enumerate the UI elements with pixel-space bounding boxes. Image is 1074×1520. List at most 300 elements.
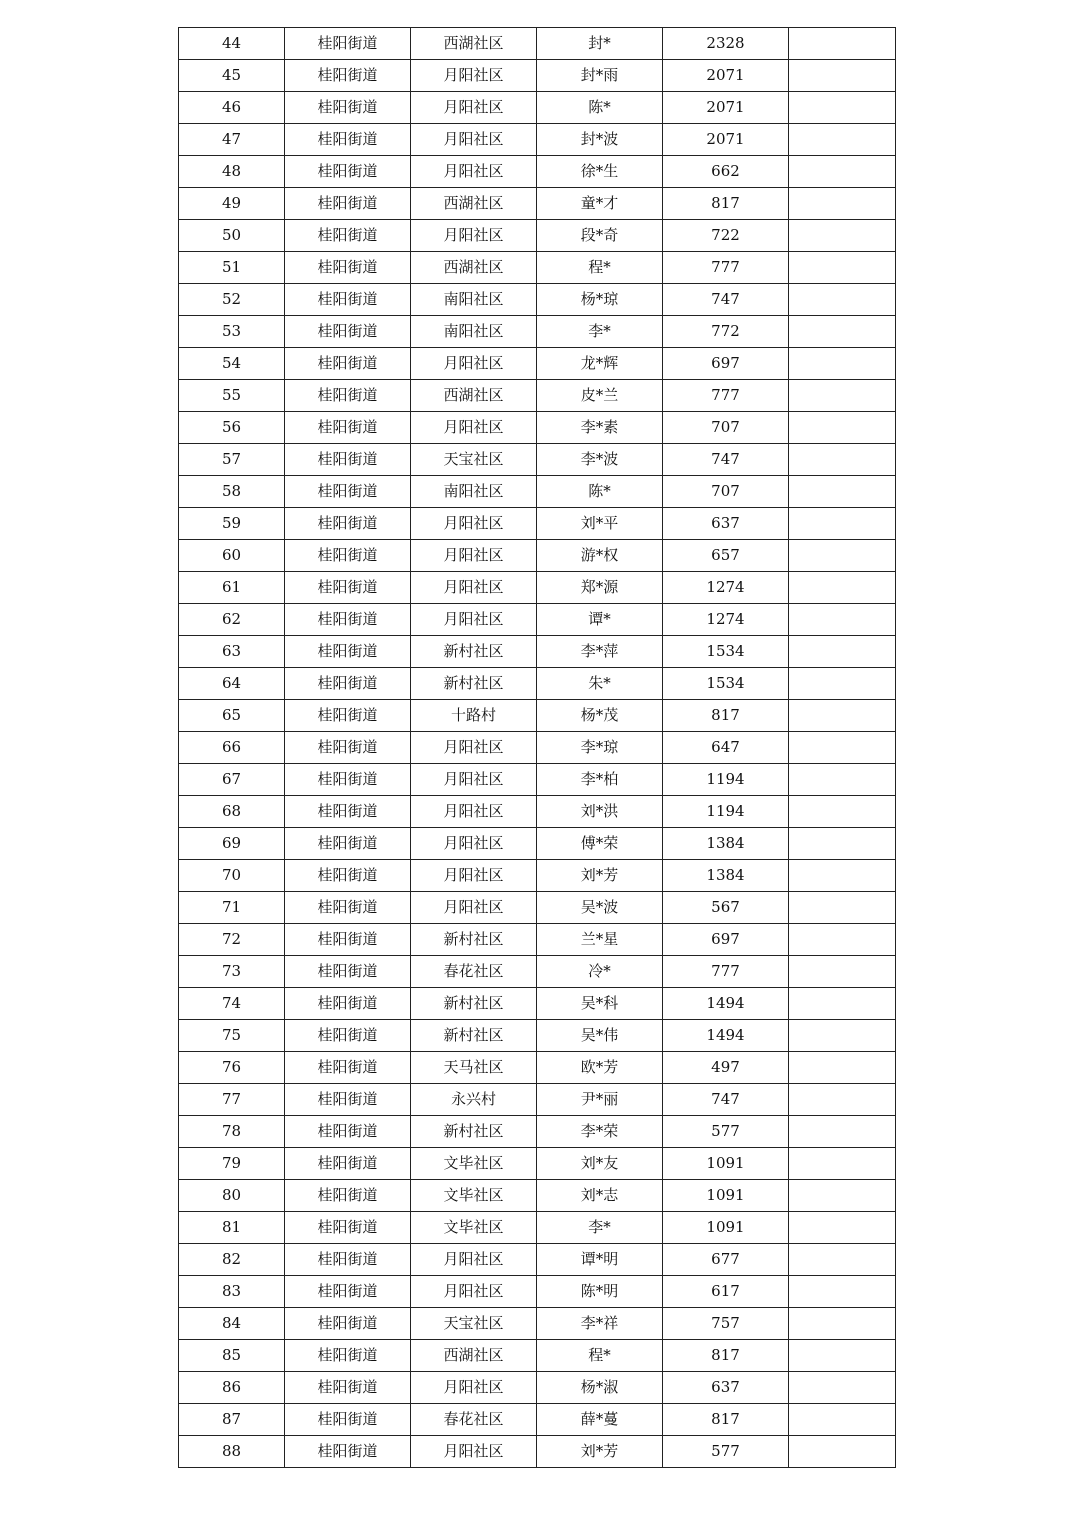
community-cell: 月阳社区 [411,124,537,156]
row-number-cell: 60 [179,540,285,572]
community-cell: 月阳社区 [411,1244,537,1276]
name-cell: 李*波 [537,444,663,476]
amount-cell: 497 [663,1052,789,1084]
row-number-cell: 58 [179,476,285,508]
community-cell: 月阳社区 [411,796,537,828]
name-cell: 兰*星 [537,924,663,956]
name-cell: 刘*芳 [537,1436,663,1468]
street-cell: 桂阳街道 [285,1404,411,1436]
name-cell: 李*琼 [537,732,663,764]
amount-cell: 1194 [663,796,789,828]
street-cell: 桂阳街道 [285,892,411,924]
note-cell [789,188,896,220]
street-cell: 桂阳街道 [285,604,411,636]
row-number-cell: 69 [179,828,285,860]
name-cell: 李* [537,316,663,348]
table-row [179,540,896,572]
row-number-cell: 83 [179,1276,285,1308]
community-cell: 天宝社区 [411,444,537,476]
note-cell [789,124,896,156]
row-number-cell: 73 [179,956,285,988]
street-cell: 桂阳街道 [285,732,411,764]
amount-cell: 567 [663,892,789,924]
name-cell: 段*奇 [537,220,663,252]
table-row [179,892,896,924]
amount-cell: 697 [663,924,789,956]
community-cell: 月阳社区 [411,764,537,796]
name-cell: 刘*芳 [537,860,663,892]
note-cell [789,1340,896,1372]
amount-cell: 777 [663,252,789,284]
table-row [179,1340,896,1372]
row-number-cell: 57 [179,444,285,476]
amount-cell: 817 [663,188,789,220]
street-cell: 桂阳街道 [285,1116,411,1148]
amount-cell: 777 [663,380,789,412]
community-cell: 春花社区 [411,1404,537,1436]
table-row [179,124,896,156]
note-cell [789,604,896,636]
row-number-cell: 79 [179,1148,285,1180]
amount-cell: 697 [663,348,789,380]
name-cell: 李*荣 [537,1116,663,1148]
community-cell: 天宝社区 [411,1308,537,1340]
community-cell: 永兴村 [411,1084,537,1116]
roster-table-body [179,28,896,1468]
note-cell [789,1020,896,1052]
community-cell: 月阳社区 [411,572,537,604]
note-cell [789,1404,896,1436]
amount-cell: 647 [663,732,789,764]
name-cell: 谭* [537,604,663,636]
row-number-cell: 82 [179,1244,285,1276]
community-cell: 新村社区 [411,636,537,668]
street-cell: 桂阳街道 [285,28,411,60]
note-cell [789,1244,896,1276]
row-number-cell: 62 [179,604,285,636]
street-cell: 桂阳街道 [285,1308,411,1340]
name-cell: 刘*志 [537,1180,663,1212]
community-cell: 月阳社区 [411,732,537,764]
name-cell: 吴*波 [537,892,663,924]
table-row [179,828,896,860]
row-number-cell: 88 [179,1436,285,1468]
table-row [179,1180,896,1212]
table-row [179,1372,896,1404]
name-cell: 刘*平 [537,508,663,540]
row-number-cell: 44 [179,28,285,60]
street-cell: 桂阳街道 [285,380,411,412]
amount-cell: 817 [663,700,789,732]
community-cell: 月阳社区 [411,220,537,252]
name-cell: 龙*辉 [537,348,663,380]
name-cell: 吴*伟 [537,1020,663,1052]
name-cell: 李*祥 [537,1308,663,1340]
table-row [179,636,896,668]
amount-cell: 1534 [663,668,789,700]
note-cell [789,1212,896,1244]
amount-cell: 2071 [663,92,789,124]
community-cell: 文毕社区 [411,1180,537,1212]
amount-cell: 1384 [663,860,789,892]
note-cell [789,444,896,476]
table-row [179,156,896,188]
street-cell: 桂阳街道 [285,988,411,1020]
amount-cell: 1494 [663,1020,789,1052]
table-row [179,220,896,252]
street-cell: 桂阳街道 [285,572,411,604]
amount-cell: 1091 [663,1180,789,1212]
amount-cell: 747 [663,444,789,476]
row-number-cell: 48 [179,156,285,188]
amount-cell: 772 [663,316,789,348]
row-number-cell: 56 [179,412,285,444]
street-cell: 桂阳街道 [285,1212,411,1244]
community-cell: 新村社区 [411,1116,537,1148]
community-cell: 月阳社区 [411,348,537,380]
row-number-cell: 64 [179,668,285,700]
row-number-cell: 49 [179,188,285,220]
community-cell: 新村社区 [411,924,537,956]
row-number-cell: 54 [179,348,285,380]
table-row [179,348,896,380]
street-cell: 桂阳街道 [285,1340,411,1372]
street-cell: 桂阳街道 [285,1276,411,1308]
street-cell: 桂阳街道 [285,1052,411,1084]
table-row [179,508,896,540]
name-cell: 李*萍 [537,636,663,668]
amount-cell: 757 [663,1308,789,1340]
note-cell [789,924,896,956]
amount-cell: 637 [663,508,789,540]
table-row [179,796,896,828]
community-cell: 新村社区 [411,668,537,700]
row-number-cell: 87 [179,1404,285,1436]
table-row [179,476,896,508]
amount-cell: 2328 [663,28,789,60]
name-cell: 朱* [537,668,663,700]
row-number-cell: 75 [179,1020,285,1052]
community-cell: 春花社区 [411,956,537,988]
community-cell: 月阳社区 [411,1436,537,1468]
note-cell [789,1052,896,1084]
table-row [179,1084,896,1116]
name-cell: 封* [537,28,663,60]
street-cell: 桂阳街道 [285,1148,411,1180]
table-row [179,604,896,636]
row-number-cell: 78 [179,1116,285,1148]
name-cell: 程* [537,1340,663,1372]
amount-cell: 2071 [663,124,789,156]
community-cell: 西湖社区 [411,28,537,60]
community-cell: 文毕社区 [411,1212,537,1244]
community-cell: 新村社区 [411,988,537,1020]
street-cell: 桂阳街道 [285,828,411,860]
note-cell [789,572,896,604]
amount-cell: 1274 [663,572,789,604]
table-row [179,1244,896,1276]
community-cell: 月阳社区 [411,1372,537,1404]
amount-cell: 722 [663,220,789,252]
table-row [179,1276,896,1308]
row-number-cell: 80 [179,1180,285,1212]
name-cell: 李*素 [537,412,663,444]
community-cell: 月阳社区 [411,604,537,636]
table-row [179,60,896,92]
note-cell [789,892,896,924]
name-cell: 欧*芳 [537,1052,663,1084]
street-cell: 桂阳街道 [285,1020,411,1052]
amount-cell: 1384 [663,828,789,860]
street-cell: 桂阳街道 [285,924,411,956]
community-cell: 天马社区 [411,1052,537,1084]
community-cell: 月阳社区 [411,156,537,188]
amount-cell: 747 [663,284,789,316]
table-row [179,924,896,956]
note-cell [789,796,896,828]
community-cell: 月阳社区 [411,828,537,860]
row-number-cell: 61 [179,572,285,604]
table-row [179,668,896,700]
name-cell: 封*雨 [537,60,663,92]
note-cell [789,1436,896,1468]
table-row [179,28,896,60]
table-row [179,1020,896,1052]
table-row [179,572,896,604]
name-cell: 李* [537,1212,663,1244]
note-cell [789,348,896,380]
amount-cell: 1494 [663,988,789,1020]
table-row [179,1116,896,1148]
row-number-cell: 84 [179,1308,285,1340]
community-cell: 西湖社区 [411,252,537,284]
amount-cell: 1194 [663,764,789,796]
name-cell: 刘*友 [537,1148,663,1180]
amount-cell: 1091 [663,1148,789,1180]
note-cell [789,380,896,412]
name-cell: 徐*生 [537,156,663,188]
note-cell [789,1308,896,1340]
note-cell [789,956,896,988]
note-cell [789,1372,896,1404]
community-cell: 文毕社区 [411,1148,537,1180]
table-row [179,412,896,444]
community-cell: 月阳社区 [411,892,537,924]
row-number-cell: 81 [179,1212,285,1244]
table-row [179,732,896,764]
name-cell: 薛*蔓 [537,1404,663,1436]
table-row [179,444,896,476]
community-cell: 十路村 [411,700,537,732]
row-number-cell: 85 [179,1340,285,1372]
table-row [179,1052,896,1084]
name-cell: 封*波 [537,124,663,156]
table-row [179,252,896,284]
note-cell [789,668,896,700]
note-cell [789,1116,896,1148]
table-row [179,764,896,796]
street-cell: 桂阳街道 [285,156,411,188]
name-cell: 陈*明 [537,1276,663,1308]
row-number-cell: 55 [179,380,285,412]
community-cell: 西湖社区 [411,1340,537,1372]
amount-cell: 637 [663,1372,789,1404]
note-cell [789,732,896,764]
street-cell: 桂阳街道 [285,668,411,700]
amount-cell: 677 [663,1244,789,1276]
note-cell [789,1276,896,1308]
community-cell: 月阳社区 [411,1276,537,1308]
street-cell: 桂阳街道 [285,124,411,156]
street-cell: 桂阳街道 [285,796,411,828]
name-cell: 郑*源 [537,572,663,604]
name-cell: 傅*荣 [537,828,663,860]
note-cell [789,540,896,572]
street-cell: 桂阳街道 [285,60,411,92]
note-cell [789,476,896,508]
note-cell [789,28,896,60]
row-number-cell: 51 [179,252,285,284]
amount-cell: 2071 [663,60,789,92]
table-row [179,988,896,1020]
name-cell: 李*柏 [537,764,663,796]
street-cell: 桂阳街道 [285,444,411,476]
note-cell [789,60,896,92]
name-cell: 杨*茂 [537,700,663,732]
name-cell: 皮*兰 [537,380,663,412]
note-cell [789,284,896,316]
table-row [179,700,896,732]
name-cell: 尹*丽 [537,1084,663,1116]
table-row [179,956,896,988]
table-row [179,1308,896,1340]
amount-cell: 707 [663,476,789,508]
row-number-cell: 74 [179,988,285,1020]
community-cell: 南阳社区 [411,284,537,316]
street-cell: 桂阳街道 [285,764,411,796]
row-number-cell: 70 [179,860,285,892]
amount-cell: 577 [663,1116,789,1148]
row-number-cell: 77 [179,1084,285,1116]
community-cell: 月阳社区 [411,60,537,92]
row-number-cell: 53 [179,316,285,348]
note-cell [789,636,896,668]
row-number-cell: 72 [179,924,285,956]
name-cell: 冷* [537,956,663,988]
street-cell: 桂阳街道 [285,1436,411,1468]
table-row [179,860,896,892]
name-cell: 杨*淑 [537,1372,663,1404]
note-cell [789,1148,896,1180]
note-cell [789,860,896,892]
note-cell [789,1084,896,1116]
note-cell [789,92,896,124]
community-cell: 南阳社区 [411,316,537,348]
amount-cell: 657 [663,540,789,572]
street-cell: 桂阳街道 [285,476,411,508]
name-cell: 游*权 [537,540,663,572]
name-cell: 杨*琼 [537,284,663,316]
community-cell: 西湖社区 [411,188,537,220]
street-cell: 桂阳街道 [285,348,411,380]
street-cell: 桂阳街道 [285,316,411,348]
row-number-cell: 59 [179,508,285,540]
amount-cell: 817 [663,1404,789,1436]
row-number-cell: 47 [179,124,285,156]
name-cell: 陈* [537,476,663,508]
street-cell: 桂阳街道 [285,92,411,124]
street-cell: 桂阳街道 [285,412,411,444]
note-cell [789,828,896,860]
street-cell: 桂阳街道 [285,188,411,220]
name-cell: 童*才 [537,188,663,220]
row-number-cell: 63 [179,636,285,668]
community-cell: 月阳社区 [411,540,537,572]
amount-cell: 662 [663,156,789,188]
amount-cell: 747 [663,1084,789,1116]
table-row [179,1404,896,1436]
street-cell: 桂阳街道 [285,636,411,668]
note-cell [789,988,896,1020]
note-cell [789,700,896,732]
amount-cell: 817 [663,1340,789,1372]
street-cell: 桂阳街道 [285,220,411,252]
row-number-cell: 66 [179,732,285,764]
street-cell: 桂阳街道 [285,1180,411,1212]
row-number-cell: 52 [179,284,285,316]
row-number-cell: 45 [179,60,285,92]
street-cell: 桂阳街道 [285,1084,411,1116]
community-cell: 月阳社区 [411,92,537,124]
table-row [179,188,896,220]
community-cell: 新村社区 [411,1020,537,1052]
roster-table [178,27,896,1468]
community-cell: 西湖社区 [411,380,537,412]
amount-cell: 707 [663,412,789,444]
amount-cell: 1091 [663,1212,789,1244]
note-cell [789,764,896,796]
amount-cell: 617 [663,1276,789,1308]
document-page [178,27,895,1468]
row-number-cell: 76 [179,1052,285,1084]
row-number-cell: 86 [179,1372,285,1404]
note-cell [789,316,896,348]
table-row [179,284,896,316]
street-cell: 桂阳街道 [285,956,411,988]
community-cell: 南阳社区 [411,476,537,508]
note-cell [789,156,896,188]
table-row [179,1212,896,1244]
row-number-cell: 71 [179,892,285,924]
amount-cell: 777 [663,956,789,988]
name-cell: 吴*科 [537,988,663,1020]
community-cell: 月阳社区 [411,860,537,892]
amount-cell: 1534 [663,636,789,668]
note-cell [789,252,896,284]
name-cell: 刘*洪 [537,796,663,828]
row-number-cell: 46 [179,92,285,124]
note-cell [789,1180,896,1212]
street-cell: 桂阳街道 [285,1244,411,1276]
note-cell [789,412,896,444]
name-cell: 谭*明 [537,1244,663,1276]
row-number-cell: 67 [179,764,285,796]
name-cell: 陈* [537,92,663,124]
street-cell: 桂阳街道 [285,508,411,540]
street-cell: 桂阳街道 [285,700,411,732]
community-cell: 月阳社区 [411,412,537,444]
row-number-cell: 65 [179,700,285,732]
